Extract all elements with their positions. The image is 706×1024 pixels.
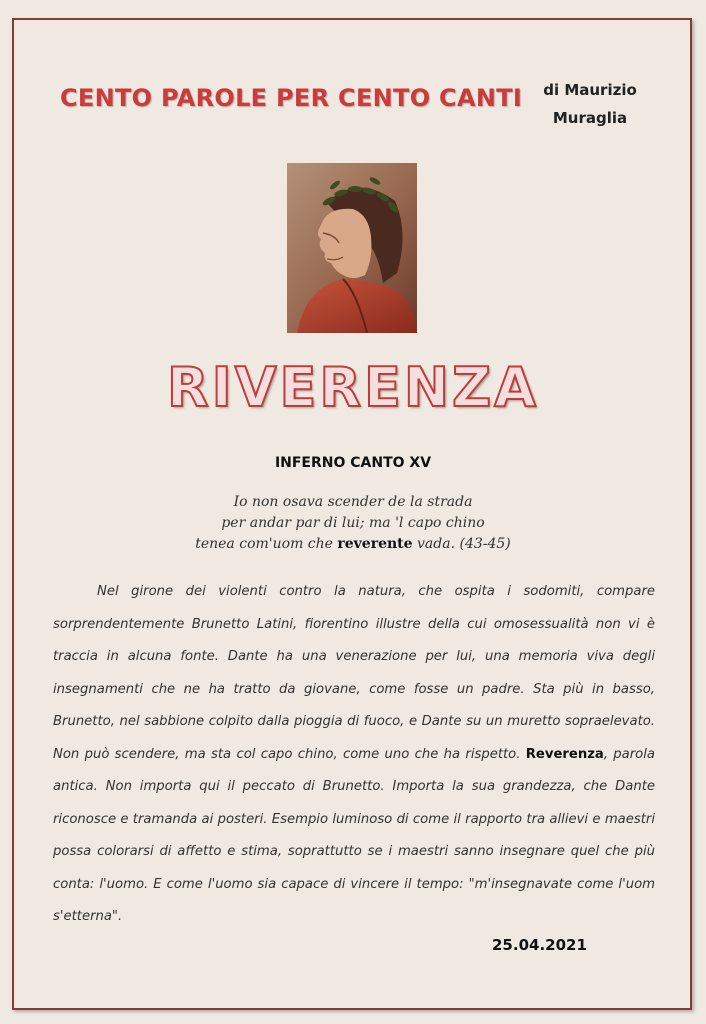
commentary-highlight: Reverenza xyxy=(525,746,604,762)
verse-line-2: per andar par di lui; ma 'l capo chino xyxy=(221,515,485,531)
quoted-verses xyxy=(0,492,706,555)
series-title: CENTO PAROLE PER CENTO CANTI xyxy=(60,84,523,112)
dante-portrait xyxy=(287,163,417,333)
author xyxy=(535,76,645,132)
author-line-2: Muraglia xyxy=(552,109,628,127)
canto-reference: INFERNO CANTO XV xyxy=(274,455,432,471)
commentary-paragraph: Nel girone dei violenti contro la natura, che ospita i sodomiti, compare sorprendentemente Brunetto Latini, fiorentino illustre della cui omosessualità non vi è traccia in alcuna fonte. Dante ha una venerazione per lui, una memoria viva degli insegnamenti che ne ha tratto da giovane, come fosse un padre. Sta più in basso, Brunetto, nel sabbione colpito dalla pioggia di fuoco, e Dante su un muretto sopraelevato. Non può scendere, ma sta col capo chino, come uno che ha rispetto. Reverenza, parola antica. Non importa qui il peccato di Brunetto. Importa la sua grandezza, che Dante riconosce e tramanda ai posteri. Esempio luminoso di come il rapporto tra allievi e maestri possa colorarsi di affetto e stima, soprattutto se i maestri sanno insegnare quel che più conta: l'uomo. E come l'uomo sia capace di vincere il tempo: "m'insegnavate come l'uom s'etterna". xyxy=(53,584,655,924)
featured-word: RIVERENZA xyxy=(167,356,539,419)
author-line-1: di Maurizio xyxy=(543,81,637,99)
verse-line-3: tenea com'uom che reverente vada. (43-45) xyxy=(195,536,511,552)
publication-date: 25.04.2021 xyxy=(492,936,587,954)
verse-line-1: Io non osava scender de la strada xyxy=(233,494,473,510)
verse-highlight: reverente xyxy=(337,536,413,552)
